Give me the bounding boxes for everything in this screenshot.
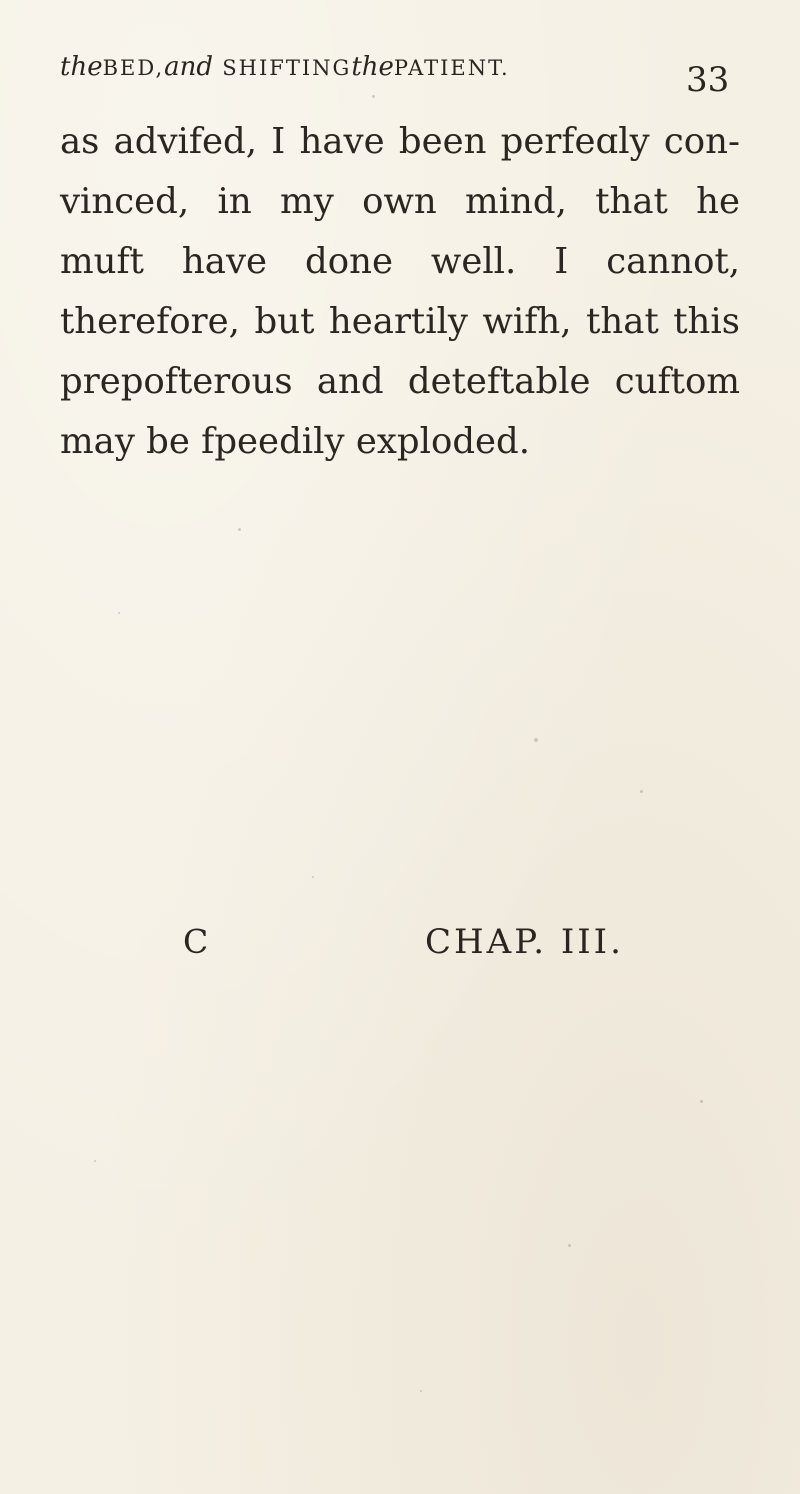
paper-speck xyxy=(420,1390,422,1392)
running-head-the: the xyxy=(60,52,103,82)
running-head xyxy=(60,52,720,82)
paper-speck xyxy=(700,1100,703,1103)
catchword: CHAP. III. xyxy=(425,922,624,962)
paper-speck xyxy=(94,1160,96,1162)
running-head-patient: PATIENT. xyxy=(393,56,510,80)
running-head-shifting: SHIFTING xyxy=(222,56,352,80)
running-head-the-2: the xyxy=(351,52,394,82)
paper-speck xyxy=(568,1244,571,1247)
text-line: vinced, in my own mind, that he xyxy=(60,181,740,222)
signature-mark: C xyxy=(183,922,209,961)
body-text xyxy=(60,112,740,472)
paper-speck xyxy=(534,738,538,742)
running-head-and: and xyxy=(164,52,214,82)
running-head-bed: BED, xyxy=(102,56,165,80)
paper-speck xyxy=(238,528,241,531)
text-line: may be fpeedily exploded. xyxy=(60,421,531,462)
paper-speck xyxy=(118,612,120,614)
text-line: as advifed, I have been perfeɑly con- xyxy=(60,121,740,162)
text-line: therefore, but heartily wifh, that this xyxy=(60,301,740,342)
paper-speck xyxy=(372,95,375,98)
text-line: muft have done well. I cannot, xyxy=(60,241,740,282)
page-number: 33 xyxy=(686,60,730,100)
paper-speck xyxy=(640,790,643,793)
paper-speck xyxy=(312,876,314,878)
text-line: prepofterous and deteftable cuftom xyxy=(60,361,740,402)
